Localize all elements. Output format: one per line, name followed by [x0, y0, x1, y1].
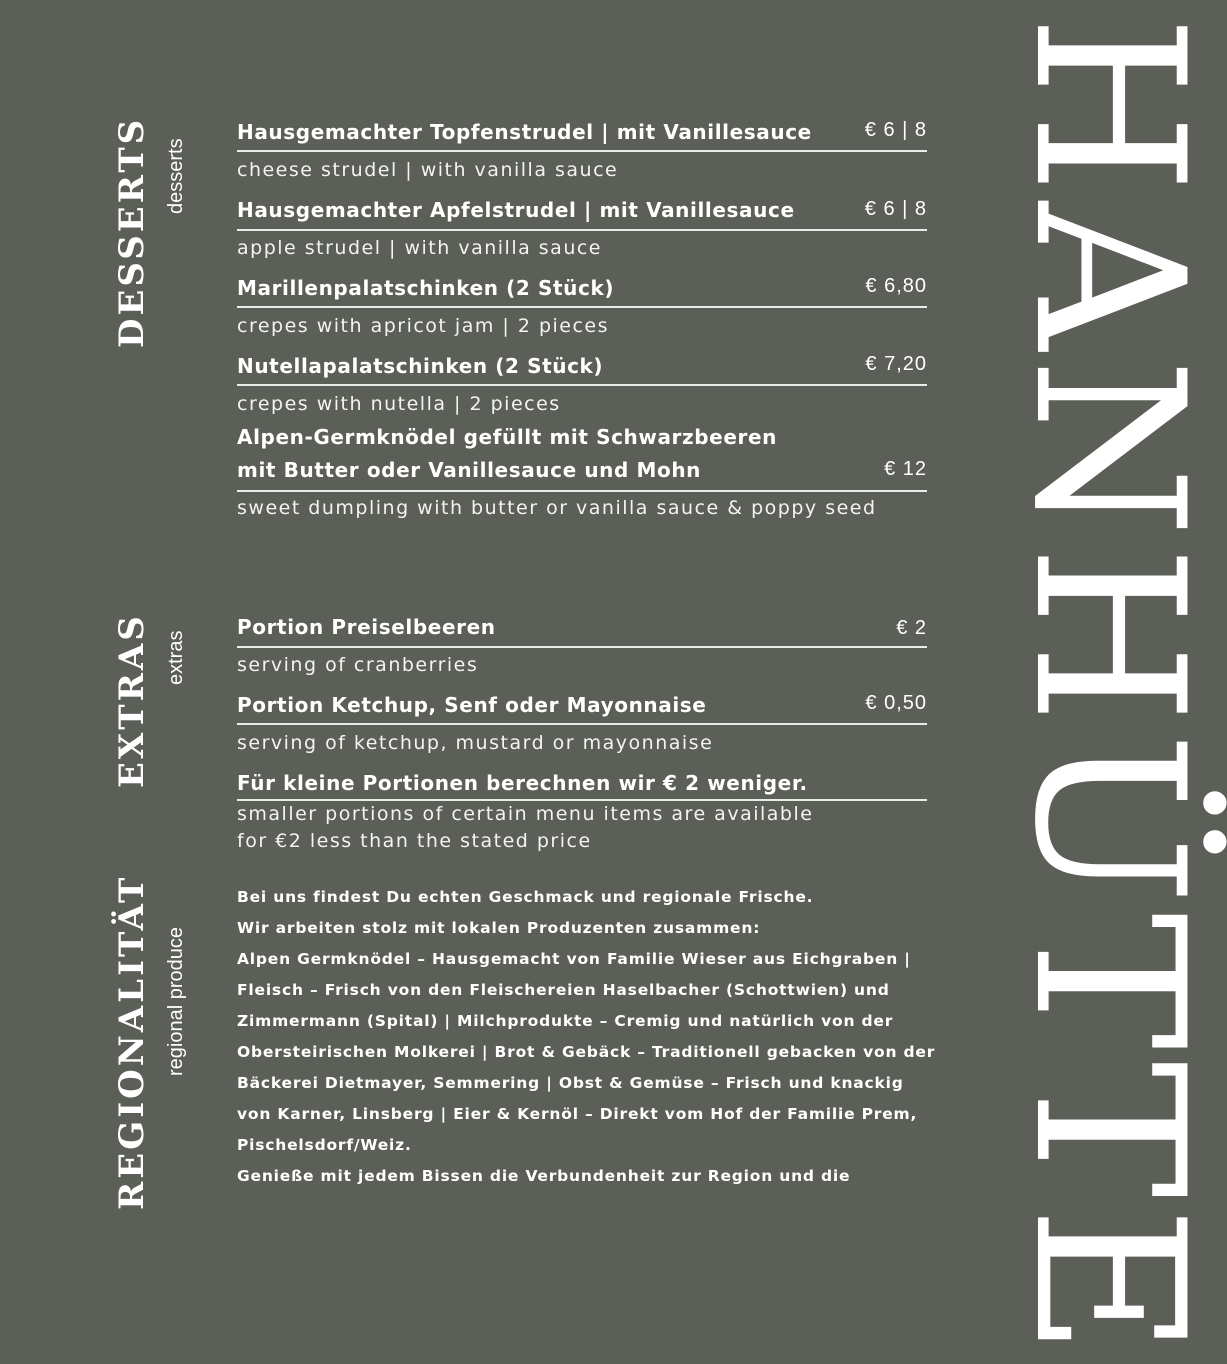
desserts-subheading: desserts — [165, 138, 187, 214]
brand-title: HANHÜTTE — [989, 15, 1227, 1364]
divider — [237, 490, 927, 492]
dessert-item-subtitle: apple strudel | with vanilla sauce — [237, 237, 603, 259]
dessert-item-subtitle: sweet dumpling with butter or vanilla sauce & poppy seed — [237, 497, 877, 519]
dessert-item-price: € 6 | 8 — [864, 119, 927, 141]
regional-closing: Genieße mit jedem Bissen die Verbundenheit zur Region und die — [237, 1167, 851, 1185]
extras-item-title: Portion Preiselbeeren — [237, 615, 496, 639]
dessert-item-price: € 6,80 — [865, 275, 927, 297]
dessert-item-subtitle: cheese strudel | with vanilla sauce — [237, 159, 619, 181]
dessert-item-price: € 6 | 8 — [864, 198, 927, 220]
divider — [237, 150, 927, 152]
divider — [237, 306, 927, 308]
dessert-item-title: Marillenpalatschinken (2 Stück) — [237, 276, 615, 300]
dessert-item-title-line1: Alpen-Germknödel gefüllt mit Schwarzbeeren — [237, 425, 777, 449]
dessert-item-title: Hausgemachter Apfelstrudel | mit Vanillesauce — [237, 198, 795, 222]
extras-heading: EXTRAS — [112, 613, 152, 788]
extras-item-title: Portion Ketchup, Senf oder Mayonnaise — [237, 693, 707, 717]
regional-heading: REGIONALITÄT — [112, 874, 152, 1210]
divider — [237, 646, 927, 648]
extras-item-price: € 0,50 — [865, 692, 927, 714]
regional-intro-2: Wir arbeiten stolz mit lokalen Produzenten zusammen: — [237, 919, 761, 937]
regional-intro-1: Bei uns findest Du echten Geschmack und regionale Frische. — [237, 888, 814, 906]
small-portion-note-en-line1: smaller portions of certain menu items are available — [237, 803, 814, 825]
extras-item-subtitle: serving of cranberries — [237, 654, 479, 676]
regional-subheading: regional produce — [165, 927, 187, 1076]
extras-subheading: extras — [165, 630, 187, 685]
small-portion-note: Für kleine Portionen berechnen wir € 2 weniger. — [237, 771, 808, 795]
divider — [237, 723, 927, 725]
divider — [237, 384, 927, 386]
extras-item-price: € 2 — [896, 617, 927, 639]
divider — [237, 229, 927, 231]
desserts-heading: DESSERTS — [112, 116, 152, 348]
dessert-item-subtitle: crepes with apricot jam | 2 pieces — [237, 315, 610, 337]
dessert-item-price: € 12 — [884, 458, 927, 480]
dessert-item-title-line2: mit Butter oder Vanillesauce und Mohn — [237, 458, 702, 482]
extras-item-subtitle: serving of ketchup, mustard or mayonnaise — [237, 732, 714, 754]
dessert-item-title: Hausgemachter Topfenstrudel | mit Vanillesauce — [237, 120, 812, 144]
dessert-item-title: Nutellapalatschinken (2 Stück) — [237, 354, 604, 378]
regional-text — [237, 882, 937, 1192]
dessert-item-price: € 7,20 — [865, 353, 927, 375]
small-portion-note-en-line2: for €2 less than the stated price — [237, 830, 592, 852]
dessert-item-subtitle: crepes with nutella | 2 pieces — [237, 393, 561, 415]
regional-producers: Alpen Germknödel – Hausgemacht von Familie Wieser aus Eichgraben | Fleisch – Frisch von den Fleischereien Haselbacher (Schottwien) und Zimmermann (Spital) | Milchprodukte – Cremig und natürlich von der Obersteirischen Molkerei | Brot & Gebäck – Traditionell gebacken von der Bäckerei Dietmayer, Semmering | Obst & Gemüse – Frisch und knackig von Karner, Linsberg | Eier & Kernöl – Direkt vom Hof der Familie Prem, Pischelsdorf/Weiz. — [237, 950, 936, 1154]
divider — [237, 799, 927, 801]
